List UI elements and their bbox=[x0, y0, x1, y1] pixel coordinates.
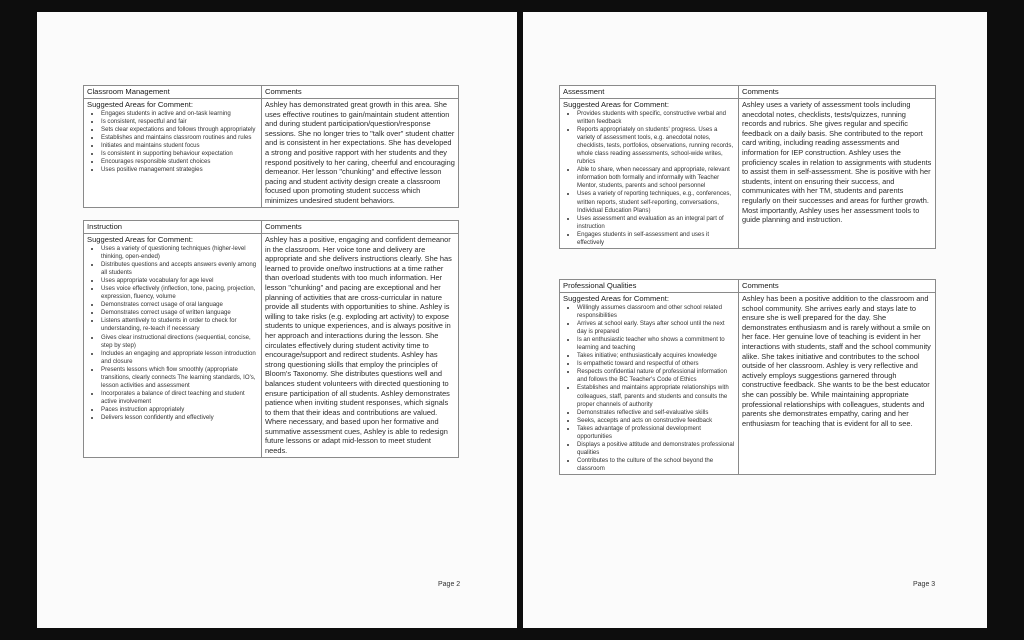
list-item: • Takes advantage of professional development opportunities bbox=[577, 425, 735, 441]
list-item: • Initiates and maintains student focus bbox=[101, 142, 258, 150]
professional-qualities-table bbox=[559, 279, 936, 475]
list-item: • Listens attentively to students in order to check for understanding, re-teach if necessary bbox=[101, 317, 258, 333]
professional-areas-list bbox=[563, 304, 735, 473]
list-item: • Displays a positive attitude and demonstrates professional qualities bbox=[577, 441, 735, 457]
list-item: • Contributes to the culture of the school beyond the classroom bbox=[577, 457, 735, 473]
list-item: • Willingly assumes classroom and other school related responsibilities bbox=[577, 304, 735, 320]
professional-comments-header: Comments bbox=[739, 280, 936, 293]
list-item: • Uses voice effectively (inflection, tone, pacing, projection, expression, fluency, volume bbox=[101, 285, 258, 301]
instruction-header: Instruction bbox=[84, 221, 262, 234]
page-left bbox=[37, 12, 517, 628]
classroom-header: Classroom Management bbox=[84, 86, 262, 99]
list-item: • Delivers lesson confidently and effectively bbox=[101, 414, 258, 422]
list-item: • Provides students with specific, constructive verbal and written feedback bbox=[577, 110, 735, 126]
instruction-table bbox=[83, 220, 459, 458]
assessment-header: Assessment bbox=[560, 86, 739, 99]
list-item: • Engages students in self-assessment and uses it effectively bbox=[577, 231, 735, 247]
list-item: • Is consistent, respectful and fair bbox=[101, 118, 258, 126]
list-item: • Demonstrates reflective and self-evaluative skills bbox=[577, 409, 735, 417]
list-item: • Paces instruction appropriately bbox=[101, 406, 258, 414]
instruction-areas-heading: Suggested Areas for Comment: bbox=[87, 235, 193, 244]
instruction-comments-header: Comments bbox=[262, 221, 459, 234]
instruction-areas-cell bbox=[84, 234, 262, 458]
instruction-areas-list bbox=[87, 245, 258, 422]
list-item: • Presents lessons which flow smoothly (appropriate transitions, clearly connects The learning standards, IO's, lesson activities and assessment bbox=[101, 366, 258, 390]
list-item: • Distributes questions and accepts answers evenly among all students bbox=[101, 261, 258, 277]
list-item: • Demonstrates correct usage of written language bbox=[101, 309, 258, 317]
list-item: • Takes initiative; enthusiastically acquires knowledge bbox=[577, 352, 735, 360]
list-item: • Is an enthusiastic teacher who shows a commitment to learning and teaching bbox=[577, 336, 735, 352]
page-right bbox=[523, 12, 987, 628]
assessment-comments-header: Comments bbox=[739, 86, 936, 99]
classroom-management-table bbox=[83, 85, 459, 208]
classroom-comments-header: Comments bbox=[262, 86, 459, 99]
list-item: • Respects confidential nature of professional information and follows the BC Teacher's Code of Ethics bbox=[577, 368, 735, 384]
assessment-table bbox=[559, 85, 936, 249]
list-item: • Establishes and maintains appropriate relationships with colleagues, staff, parents and students and consults the proper channels of authority bbox=[577, 384, 735, 408]
list-item: • Uses appropriate vocabulary for age level bbox=[101, 277, 258, 285]
list-item: • Arrives at school early. Stays after school until the next day is prepared bbox=[577, 320, 735, 336]
classroom-areas-list bbox=[87, 110, 258, 174]
list-item: • Includes an engaging and appropriate lesson introduction and closure bbox=[101, 350, 258, 366]
instruction-comment: Ashley has a positive, engaging and confident demeanor in the classroom. Her voice tone and delivery are appropriate and she delivers instructions clearly. She has learned to provide one/two instructions at a time rather than overload students with too much information. Her lesson "chunking" and pacing are exceptional and her planning of activities that are cross-curricular in nature provide all students with opportunities to shine. Ashley is willing to take risks (e.g. exploding art activity) to expose students to unique experiences, and is always positive in her approach and interactions during the lesson. She circulates effectively during student activity time to encourage/support and redirect students. Ashley has strong questioning skills that employ the principles of Bloom's Taxonomy. She distributes questions well and balances student volunteers with directed questioning to ensure participation of all students. Ashley demonstrates patience when inviting student responses, which signals to them that their ideas and contributions are valued. Where necessary, and based upon her formative and summative assessment cues, Ashley is able to redesign future lessons or adapt mid-lesson to meet student needs. bbox=[262, 234, 459, 458]
list-item: • Is empathetic toward and respectful of others bbox=[577, 360, 735, 368]
assessment-comment: Ashley uses a variety of assessment tools including anecdotal notes, checklists, tests/quizzes, running records and rubrics. She gives regular and specific feedback on a daily basis. She contributed to the report card writing, including reading assessments and information for IEP construction. Ashley uses the proficiency scales in relation to assignments with students to assist them in self-assessment. She is positive with her students, intent on ensuring their success, and communicates with her TM, students and parents regularly on their successes and areas for further growth. Most importantly, Ashley uses her assessment tools to guide planning and instruction. bbox=[739, 99, 936, 249]
professional-areas-heading: Suggested Areas for Comment: bbox=[563, 294, 669, 303]
list-item: • Establishes and maintains classroom routines and rules bbox=[101, 134, 258, 142]
list-item: • Reports appropriately on students' progress. Uses a variety of assessment tools, e.g. anecdotal notes, checklists, tests, portfolios, observations, running records, whole class reading assessments, school-wide writes, rubrics bbox=[577, 126, 735, 166]
list-item: • Engages students in active and on-task learning bbox=[101, 110, 258, 118]
list-item: • Gives clear instructional directions (sequential, concise, step by step) bbox=[101, 334, 258, 350]
list-item: • Able to share, when necessary and appropriate, relevant information both formally and informally with Teacher Mentor, students, parents and school personnel bbox=[577, 166, 735, 190]
classroom-areas-heading: Suggested Areas for Comment: bbox=[87, 100, 193, 109]
page-number: Page 2 bbox=[438, 581, 461, 588]
list-item: • Uses positive management strategies bbox=[101, 166, 258, 174]
list-item: • Is consistent in supporting behaviour expectation bbox=[101, 150, 258, 158]
list-item: • Sets clear expectations and follows through appropriately bbox=[101, 126, 258, 134]
list-item: • Uses a variety of questioning techniques (higher-level thinking, open-ended) bbox=[101, 245, 258, 261]
classroom-comment: Ashley has demonstrated great growth in this area. She uses effective routines to gain/maintain student attention and during student participation/question/response sessions. She no longer tries to "talk over" student chatter and is consistent in her expectations. She has developed a strong and positive rapport with her students and they respond positively to her caring, cheerful and encouraging demeanor. Her lesson "chunking" and effective lesson pacing and student activity design create a classroom focused upon promoting student success which minimizes undesired student behaviors. bbox=[262, 99, 459, 208]
list-item: • Uses assessment and evaluation as an integral part of instruction bbox=[577, 215, 735, 231]
professional-areas-cell bbox=[560, 293, 739, 475]
list-item: • Uses a variety of reporting techniques, e.g., conferences, written reports, student self-reporting, conversations, Individual Education Plans) bbox=[577, 190, 735, 214]
classroom-areas-cell bbox=[84, 99, 262, 208]
list-item: • Incorporates a balance of direct teaching and student active involvement bbox=[101, 390, 258, 406]
assessment-areas-list bbox=[563, 110, 735, 247]
list-item: • Demonstrates correct usage of oral language bbox=[101, 301, 258, 309]
assessment-areas-heading: Suggested Areas for Comment: bbox=[563, 100, 669, 109]
assessment-areas-cell bbox=[560, 99, 739, 249]
professional-header: Professional Qualities bbox=[560, 280, 739, 293]
list-item: • Seeks, accepts and acts on constructive feedback bbox=[577, 417, 735, 425]
list-item: • Encourages responsible student choices bbox=[101, 158, 258, 166]
page-number: Page 3 bbox=[913, 581, 936, 588]
professional-comment: Ashley has been a positive addition to the classroom and school community. She arrives early and stays late to ensure she is well prepared for the day. She demonstrates enthusiasm and is rarely without a smile on her face. Her genuine love of teaching is evident in her interactions with students, staff and the school community alike. She takes initiative and contributes to the school outside of her classroom. Ashley is very reflective and actively employs suggestions garnered through constructive feedback. She wants to be the best educator she can possibly be. While maintaining appropriate professional relationships with colleagues, students and parents she demonstrates empathy, caring and her enthusiasm for teaching that is evident for all to see. bbox=[739, 293, 936, 475]
